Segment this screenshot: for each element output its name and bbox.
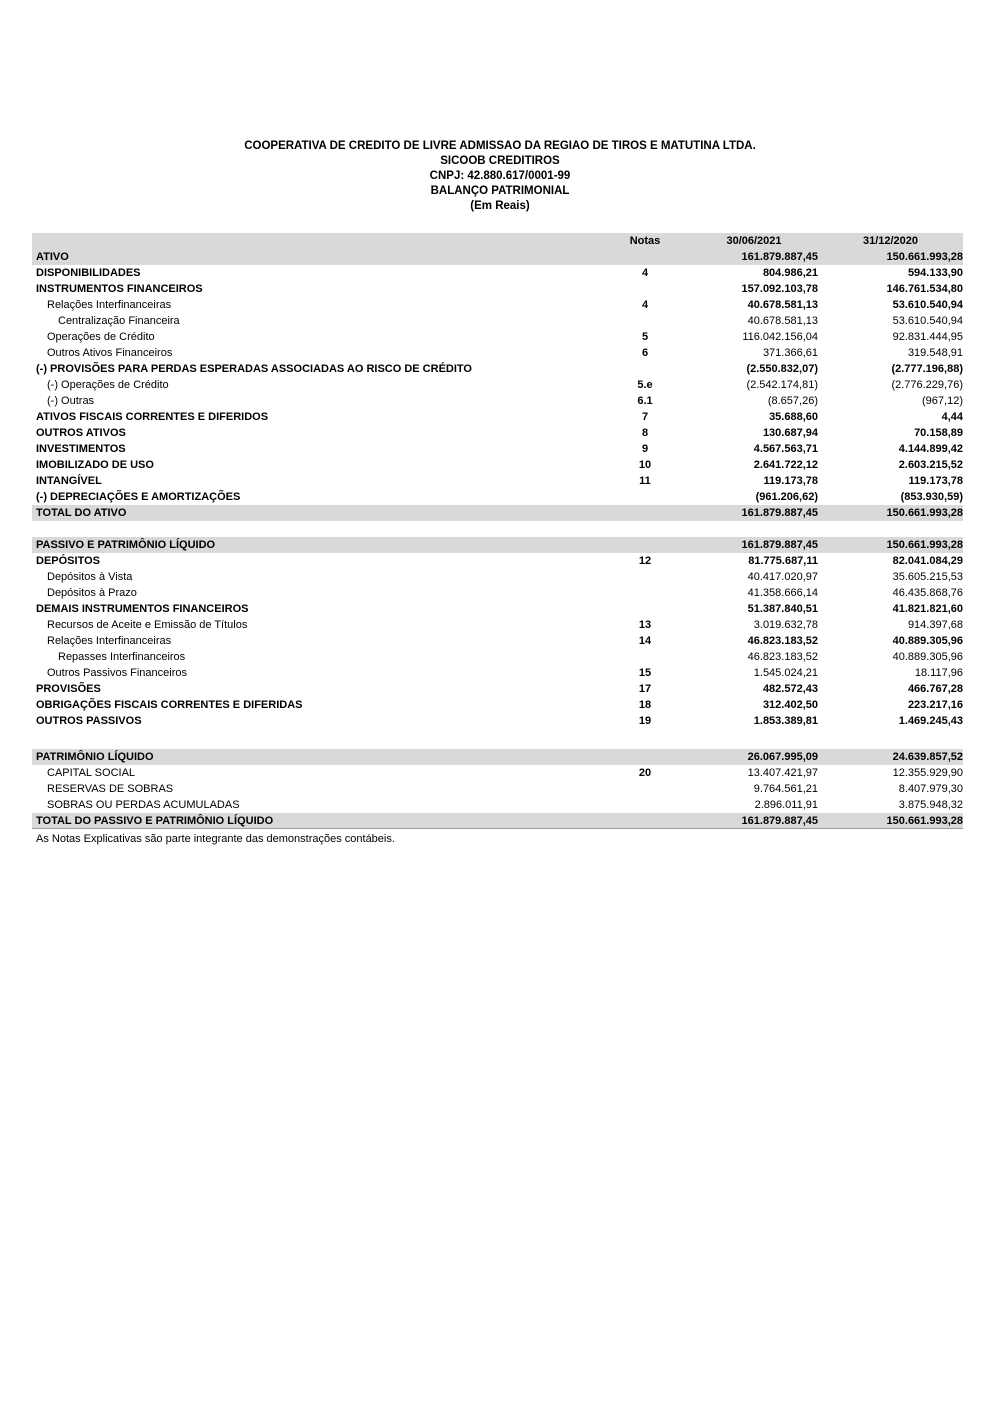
table-row	[32, 505, 963, 521]
row-label: (-) Operações de Crédito	[47, 379, 169, 391]
row-value-col1: 119.173,78	[763, 475, 818, 487]
label-column-header	[32, 233, 600, 249]
row-nota	[600, 781, 690, 797]
row-nota: 19	[638, 715, 652, 727]
table-body	[32, 249, 963, 829]
row-label: DEMAIS INSTRUMENTOS FINANCEIROS	[36, 603, 249, 615]
row-value-col2: 41.821.821,60	[892, 603, 963, 615]
explanatory-note: As Notas Explicativas são parte integrante das demonstrações contábeis.	[36, 833, 395, 845]
row-value-col2: 53.610.540,94	[892, 315, 963, 327]
row-value-col1: 482.572,43	[762, 683, 818, 695]
row-value-col1: (961.206,62)	[755, 491, 818, 503]
table-row	[32, 489, 963, 505]
table-row	[32, 457, 963, 473]
table-row	[32, 569, 963, 585]
row-label: ATIVOS FISCAIS CORRENTES E DIFERIDOS	[36, 411, 269, 423]
row-value-col2: 466.767,28	[907, 683, 963, 695]
table-row	[32, 313, 963, 329]
row-value-col2: 150.661.993,28	[886, 507, 963, 519]
row-value-col2: 223.217,16	[907, 699, 963, 711]
row-nota	[600, 505, 690, 521]
row-nota	[600, 313, 690, 329]
row-label: Recursos de Aceite e Emissão de Títulos	[47, 619, 248, 631]
row-label: PATRIMÔNIO LÍQUIDO	[36, 751, 154, 763]
row-nota: 17	[638, 683, 652, 695]
row-label: Centralização Financeira	[58, 315, 180, 327]
row-value-col1: 161.879.887,45	[741, 507, 818, 519]
row-nota: 5.e	[637, 379, 653, 391]
row-value-col2: 150.661.993,28	[886, 251, 963, 263]
row-value-col2: 40.889.305,96	[892, 651, 963, 663]
table-row	[32, 553, 963, 569]
table-row	[32, 249, 963, 265]
row-value-col1: (8.657,26)	[767, 395, 818, 407]
table-row	[32, 377, 963, 393]
row-value-col1: 26.067.995,09	[747, 751, 818, 763]
row-value-col2: 8.407.979,30	[898, 783, 963, 795]
row-value-col1: 371.366,61	[762, 347, 818, 359]
row-label: Relações Interfinanceiras	[47, 299, 172, 311]
row-value-col1: 2.641.722,12	[753, 459, 818, 471]
table-row	[32, 601, 963, 617]
row-nota: 9	[641, 443, 649, 455]
row-value-col2: 82.041.084,29	[892, 555, 963, 567]
date-column-header-2: 31/12/2020	[862, 235, 919, 247]
row-nota	[600, 489, 690, 505]
institution-name: SICOOB CREDITIROS	[440, 155, 560, 167]
row-value-col2: (853.930,59)	[900, 491, 963, 503]
row-label: OBRIGAÇÕES FISCAIS CORRENTES E DIFERIDAS	[36, 699, 303, 711]
table-row	[32, 797, 963, 813]
table-row	[32, 713, 963, 729]
table-row	[32, 781, 963, 797]
row-value-col2: 53.610.540,94	[892, 299, 963, 311]
row-label: TOTAL DO PASSIVO E PATRIMÔNIO LÍQUIDO	[36, 815, 274, 827]
row-value-col1: 51.387.840,51	[747, 603, 818, 615]
row-value-col2: 594.133,90	[907, 267, 963, 279]
row-value-col2: 3.875.948,32	[898, 799, 963, 811]
row-value-col1: 130.687,94	[762, 427, 818, 439]
row-value-col2: 24.639.857,52	[892, 751, 963, 763]
row-label: Depósitos à Vista	[47, 571, 133, 583]
table-row	[32, 665, 963, 681]
row-label: IMOBILIZADO DE USO	[36, 459, 154, 471]
row-value-col1: 81.775.687,11	[748, 555, 818, 567]
row-nota: 8	[641, 427, 649, 439]
spacer-row	[32, 729, 963, 749]
row-value-col2: 70.158,89	[914, 427, 963, 439]
row-label: (-) Outras	[47, 395, 95, 407]
row-value-col2: 18.117,96	[914, 667, 963, 679]
table-row	[32, 649, 963, 665]
row-value-col1: 46.823.183,52	[747, 651, 818, 663]
company-name: COOPERATIVA DE CREDITO DE LIVRE ADMISSAO DA REGIAO DE TIROS E MATUTINA LTDA.	[244, 140, 756, 152]
row-nota: 6	[641, 347, 649, 359]
row-label: ATIVO	[36, 251, 69, 263]
row-nota	[600, 569, 690, 585]
date-column-header-1: 30/06/2021	[726, 235, 782, 247]
row-value-col1: 161.879.887,45	[741, 539, 818, 551]
row-nota: 14	[638, 635, 652, 647]
row-label: INSTRUMENTOS FINANCEIROS	[36, 283, 203, 295]
row-nota	[600, 649, 690, 665]
row-value-col1: (2.550.832,07)	[746, 363, 818, 375]
row-nota	[600, 749, 690, 765]
notas-column-header: Notas	[629, 235, 661, 247]
row-label: Operações de Crédito	[47, 331, 155, 343]
row-value-col1: 40.678.581,13	[747, 315, 818, 327]
row-label: Outros Passivos Financeiros	[47, 667, 187, 679]
row-label: PASSIVO E PATRIMÔNIO LÍQUIDO	[36, 539, 216, 551]
row-value-col1: 161.879.887,45	[741, 815, 818, 827]
row-label: Outros Ativos Financeiros	[47, 347, 173, 359]
row-value-col1: 804.986,21	[762, 267, 818, 279]
row-value-col2: 92.831.444,95	[892, 331, 963, 343]
table-row	[32, 585, 963, 601]
row-nota	[600, 249, 690, 265]
table-row	[32, 617, 963, 633]
row-value-col1: (2.542.174,81)	[746, 379, 818, 391]
row-label: TOTAL DO ATIVO	[36, 507, 127, 519]
row-nota: 15	[638, 667, 652, 679]
row-value-col2: 150.661.993,28	[886, 815, 963, 827]
row-nota: 11	[639, 475, 651, 487]
row-value-col1: 35.688,60	[769, 411, 818, 423]
row-label: Depósitos à Prazo	[47, 587, 137, 599]
row-value-col2: 119.173,78	[908, 475, 963, 487]
cnpj-line: CNPJ: 42.880.617/0001-99	[429, 170, 571, 182]
row-value-col2: 1.469.245,43	[898, 715, 963, 727]
row-nota	[600, 361, 690, 377]
row-nota: 18	[638, 699, 652, 711]
row-label: DEPÓSITOS	[36, 555, 100, 567]
row-value-col1: 312.402,50	[762, 699, 818, 711]
row-label: OUTROS PASSIVOS	[36, 715, 142, 727]
row-value-col1: 161.879.887,45	[741, 251, 818, 263]
row-label: CAPITAL SOCIAL	[47, 767, 136, 779]
row-label: PROVISÕES	[36, 683, 101, 695]
document-header	[0, 0, 1000, 214]
row-value-col1: 157.092.103,78	[741, 283, 818, 295]
row-value-col2: 2.603.215,52	[898, 459, 963, 471]
table-row	[32, 281, 963, 297]
row-value-col1: 4.567.563,71	[753, 443, 818, 455]
table-header-row	[32, 233, 963, 249]
row-value-col2: 146.761.534,80	[886, 283, 963, 295]
row-value-col1: 2.896.011,91	[754, 799, 818, 811]
balance-table	[32, 233, 963, 829]
table-row	[32, 361, 963, 377]
row-value-col1: 116.042.156,04	[742, 331, 818, 343]
row-value-col2: 46.435.868,76	[892, 587, 963, 599]
row-value-col1: 3.019.632,78	[753, 619, 818, 631]
table-row	[32, 393, 963, 409]
table-row	[32, 265, 963, 281]
row-value-col1: 13.407.421,97	[747, 767, 818, 779]
row-value-col2: (2.777.196,88)	[891, 363, 963, 375]
row-label: Repasses Interfinanceiros	[58, 651, 186, 663]
row-value-col2: (967,12)	[922, 395, 963, 407]
row-nota: 7	[641, 411, 649, 423]
row-nota	[600, 813, 690, 828]
row-label: SOBRAS OU PERDAS ACUMULADAS	[47, 799, 240, 811]
table-row	[32, 329, 963, 345]
table-row	[32, 425, 963, 441]
row-value-col1: 1.853.389,81	[753, 715, 818, 727]
row-nota: 5	[641, 331, 649, 343]
row-nota: 20	[638, 767, 652, 779]
row-nota: 10	[638, 459, 652, 471]
document-title: BALANÇO PATRIMONIAL	[430, 185, 570, 197]
row-label: OUTROS ATIVOS	[36, 427, 126, 439]
row-value-col1: 9.764.561,21	[753, 783, 818, 795]
row-nota	[600, 537, 690, 553]
table-row	[32, 345, 963, 361]
row-nota: 4	[641, 299, 649, 311]
table-row	[32, 633, 963, 649]
row-value-col2: (2.776.229,76)	[891, 379, 963, 391]
row-value-col2: 319.548,91	[907, 347, 963, 359]
row-value-col2: 40.889.305,96	[892, 635, 963, 647]
table-row	[32, 473, 963, 489]
row-nota	[600, 797, 690, 813]
currency-note: (Em Reais)	[470, 200, 530, 212]
row-value-col1: 40.678.581,13	[747, 299, 818, 311]
row-value-col1: 40.417.020,97	[747, 571, 818, 583]
row-value-col2: 4,44	[941, 411, 963, 423]
row-nota: 12	[638, 555, 652, 567]
row-label: RESERVAS DE SOBRAS	[47, 783, 174, 795]
row-value-col2: 12.355.929,90	[892, 767, 963, 779]
spacer-row	[32, 521, 963, 537]
row-label: (-) DEPRECIAÇÕES E AMORTIZAÇÕES	[36, 491, 241, 503]
row-value-col1: 46.823.183,52	[747, 635, 818, 647]
table-row	[32, 697, 963, 713]
table-row	[32, 297, 963, 313]
row-value-col2: 914.397,68	[907, 619, 963, 631]
table-row	[32, 681, 963, 697]
table-row	[32, 537, 963, 553]
row-label: INVESTIMENTOS	[36, 443, 126, 455]
row-value-col2: 4.144.899,42	[898, 443, 963, 455]
table-row	[32, 749, 963, 765]
row-value-col1: 41.358.666,14	[747, 587, 818, 599]
row-value-col2: 35.605.215,53	[892, 571, 963, 583]
row-label: (-) PROVISÕES PARA PERDAS ESPERADAS ASSOCIADAS AO RISCO DE CRÉDITO	[36, 363, 472, 375]
row-label: DISPONIBILIDADES	[36, 267, 141, 279]
row-value-col1: 1.545.024,21	[753, 667, 818, 679]
row-nota	[600, 281, 690, 297]
row-nota: 6.1	[637, 395, 653, 407]
row-value-col2: 150.661.993,28	[886, 539, 963, 551]
row-label: INTANGÍVEL	[36, 475, 102, 487]
row-nota	[600, 585, 690, 601]
table-row	[32, 813, 963, 829]
table-row	[32, 441, 963, 457]
table-row	[32, 409, 963, 425]
row-nota	[600, 601, 690, 617]
table-row	[32, 765, 963, 781]
row-nota: 4	[641, 267, 649, 279]
row-nota: 13	[638, 619, 652, 631]
row-label: Relações Interfinanceiras	[47, 635, 172, 647]
